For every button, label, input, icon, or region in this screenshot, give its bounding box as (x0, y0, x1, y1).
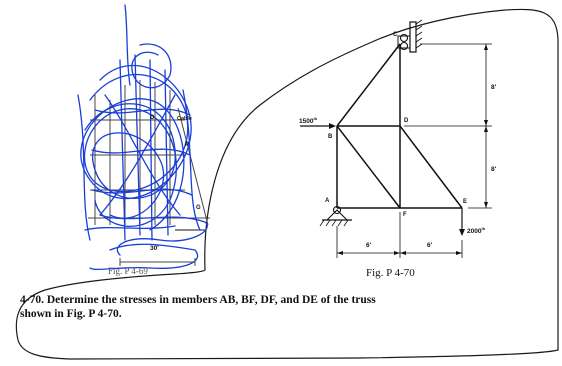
left-label-cable: Cable (177, 116, 192, 122)
problem-text-line-2: shown in Fig. P 4-70. (20, 308, 122, 320)
load-label-1500: $1500^{lb}$ (299, 116, 318, 126)
left-label-g: G (196, 205, 201, 211)
problem-text-line-1: Determine the stresses in members AB, BF, DF, and DE of the truss (46, 294, 376, 306)
dim-label-h-right: 6' (427, 242, 433, 249)
problem-number: 4-70. (20, 294, 44, 306)
left-label-d: D (150, 115, 155, 121)
joint-label-c: C (393, 32, 398, 38)
figure-caption: Fig. P 4-70 (366, 267, 415, 279)
left-label-p: P (185, 142, 190, 148)
vertical-dimensions (404, 44, 492, 208)
dim-label-h-left: 6' (366, 242, 372, 249)
load-label-2000: $2000^{lb}$ (467, 226, 486, 236)
member-bc (337, 44, 400, 126)
member-de (400, 126, 462, 208)
wall-support-c (398, 20, 422, 52)
left-caption-partial: Fig. P 4-69 (108, 266, 148, 276)
joint-label-b: B (328, 134, 333, 140)
dim-label-v-bottom: 8' (491, 166, 497, 173)
dim-label-v-top: 8' (491, 84, 497, 91)
problem-statement (20, 293, 500, 321)
joint-label-d: D (404, 118, 409, 124)
joint-label-a: A (325, 198, 330, 204)
joint-label-e: E (463, 199, 468, 205)
load-arrow-2000 (459, 208, 465, 236)
joint-label-f: F (403, 212, 407, 218)
horizontal-dimensions (337, 212, 462, 258)
member-bf (337, 126, 400, 208)
pin-support-a (320, 207, 352, 227)
left-dim-30: 30' (150, 245, 159, 252)
